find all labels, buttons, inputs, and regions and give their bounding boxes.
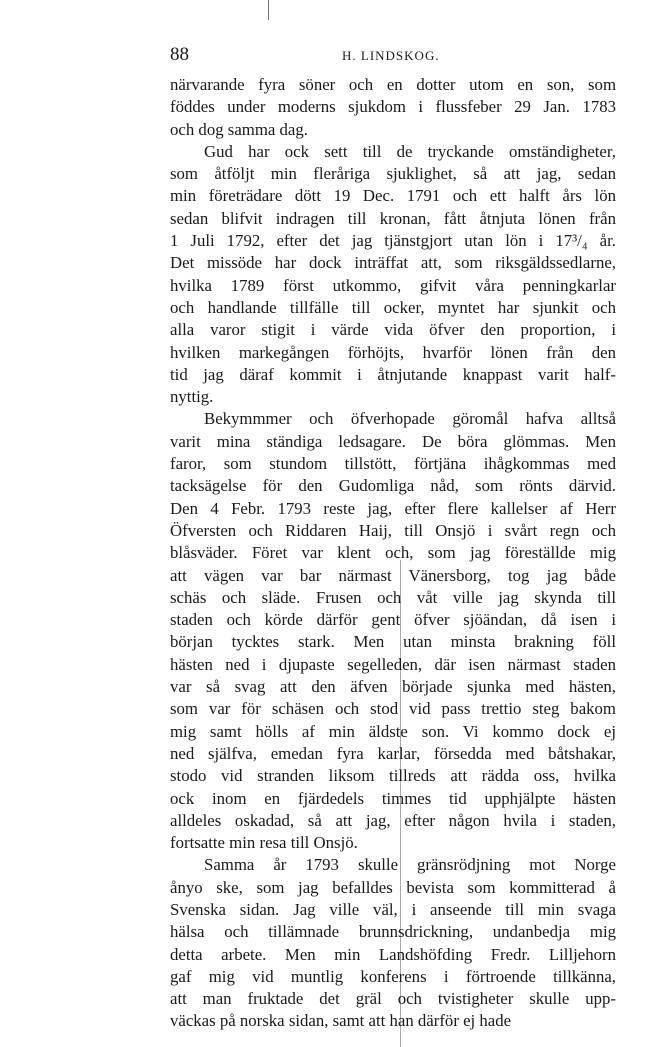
text-line: hvilken markegången förhöjts, hvarför lönen från den bbox=[170, 342, 616, 362]
text-line: hästen ned i djupaste segelleden, där isen närmast staden bbox=[170, 654, 616, 674]
text-line: nyttig. bbox=[170, 387, 214, 407]
text-line: 1 Juli 1792, efter det jag tjänstgjort utan lön i 17³/₄ år. bbox=[170, 231, 616, 251]
text-line: Samma år 1793 skulle gränsrödjning mot Norge bbox=[204, 855, 616, 875]
text-line: Gud har ock sett till de tryckande omständigheter, bbox=[204, 141, 616, 161]
text-line: ånyo ske, som jag befalldes bevista som kommitterad å bbox=[170, 877, 616, 897]
text-line: Svenska sidan. Jag ville väl, i anseende till min svaga bbox=[170, 899, 616, 919]
text-line: att vägen var bar närmast Vänersborg, tog jag både bbox=[170, 565, 616, 585]
text-line: som var för schäsen och stod vid pass trettio steg bakom bbox=[170, 699, 616, 719]
page-number: 88 bbox=[170, 44, 189, 65]
text-line: föddes under moderns sjukdom i flussfeber 29 Jan. 1783 bbox=[170, 97, 616, 117]
text-line: ock inom en fjärdedels timmes tid upphjälpte hästen bbox=[170, 788, 616, 808]
text-line: var så svag att den äfven började sjunka med hästen, bbox=[170, 677, 616, 697]
text-line: som åtföljt min fleråriga sjuklighet, så att jag, sedan bbox=[170, 164, 616, 184]
text-line: varit mina ständiga ledsagare. De böra glömmas. Men bbox=[170, 431, 616, 451]
text-line: staden och körde därför gent öfver sjöändan, då isen i bbox=[170, 610, 616, 630]
text-line: hälsa och tillämnade brunnsdrickning, undanbedja mig bbox=[170, 922, 616, 942]
text-line: mig samt hölls af min äldste son. Vi kommo dock ej bbox=[170, 721, 616, 741]
text-line: stodo vid stranden liksom tillreds att rädda oss, hvilka bbox=[170, 766, 616, 786]
text-line: tacksägelse för den Gudomliga nåd, som rönts därvid. bbox=[170, 476, 616, 496]
text-line: närvarande fyra söner och en dotter utom en son, som bbox=[170, 75, 616, 94]
body-text bbox=[170, 74, 616, 1033]
text-line: schäs och släde. Frusen och våt ville jag skynda till bbox=[170, 587, 616, 607]
text-line: Den 4 Febr. 1793 reste jag, efter flere kallelser af Herr bbox=[170, 498, 616, 518]
text-line: tid jag däraf kommit i åtnjutande knappast varit half- bbox=[170, 364, 616, 384]
text-line: Öfversten och Riddaren Haij, till Onsjö i svårt regn och bbox=[170, 520, 616, 540]
text-line: Bekymmmer och öfverhopade göromål hafva alltså bbox=[204, 409, 616, 429]
text-line: detta arbete. Men min Landshöfding Fredr. Lilljehorn bbox=[170, 944, 616, 964]
text-line: alla varor stigit i värde vida öfver den proportion, i bbox=[170, 320, 616, 340]
top-margin-rule bbox=[268, 0, 269, 20]
text-line: väckas på norska sidan, samt att han därför ej hade bbox=[170, 1011, 512, 1031]
text-line: och dog samma dag. bbox=[170, 119, 308, 139]
text-line: hvilka 1789 först utkommo, gifvit våra penningkarlar bbox=[170, 275, 616, 295]
running-head: H. LINDSKOG. bbox=[342, 48, 440, 63]
text-line: blåsväder. Föret var klent och, som jag föreställde mig bbox=[170, 543, 616, 563]
text-line: att man fruktade det gräl och tvistigheter skulle upp- bbox=[170, 989, 616, 1009]
text-line: sedan blifvit indragen till kronan, fått åtnjuta lönen från bbox=[170, 208, 616, 228]
text-line: gaf mig vid muntlig konferens i förtroende tillkänna, bbox=[170, 966, 616, 986]
text-line: och handlande tillfälle till ocker, myntet har sjunkit och bbox=[170, 297, 616, 317]
text-line: början tycktes stark. Men utan minsta brakning föll bbox=[170, 632, 616, 652]
text-line: faror, som stundom tillstött, förtjäna ihågkommas med bbox=[170, 454, 616, 474]
text-line: fortsatte min resa till Onsjö. bbox=[170, 833, 358, 853]
text-line: ned själfva, emedan fyra karlar, försedda med båtshakar, bbox=[170, 743, 616, 763]
text-line: alldeles oskadad, så att jag, efter någon hvila i staden, bbox=[170, 810, 616, 830]
text-line: Det missöde har dock inträffat att, som riksgäldssedlarne, bbox=[170, 253, 616, 273]
text-line: min företrädare dött 19 Dec. 1791 och ett halft års lön bbox=[170, 186, 616, 206]
page-header bbox=[170, 44, 616, 72]
